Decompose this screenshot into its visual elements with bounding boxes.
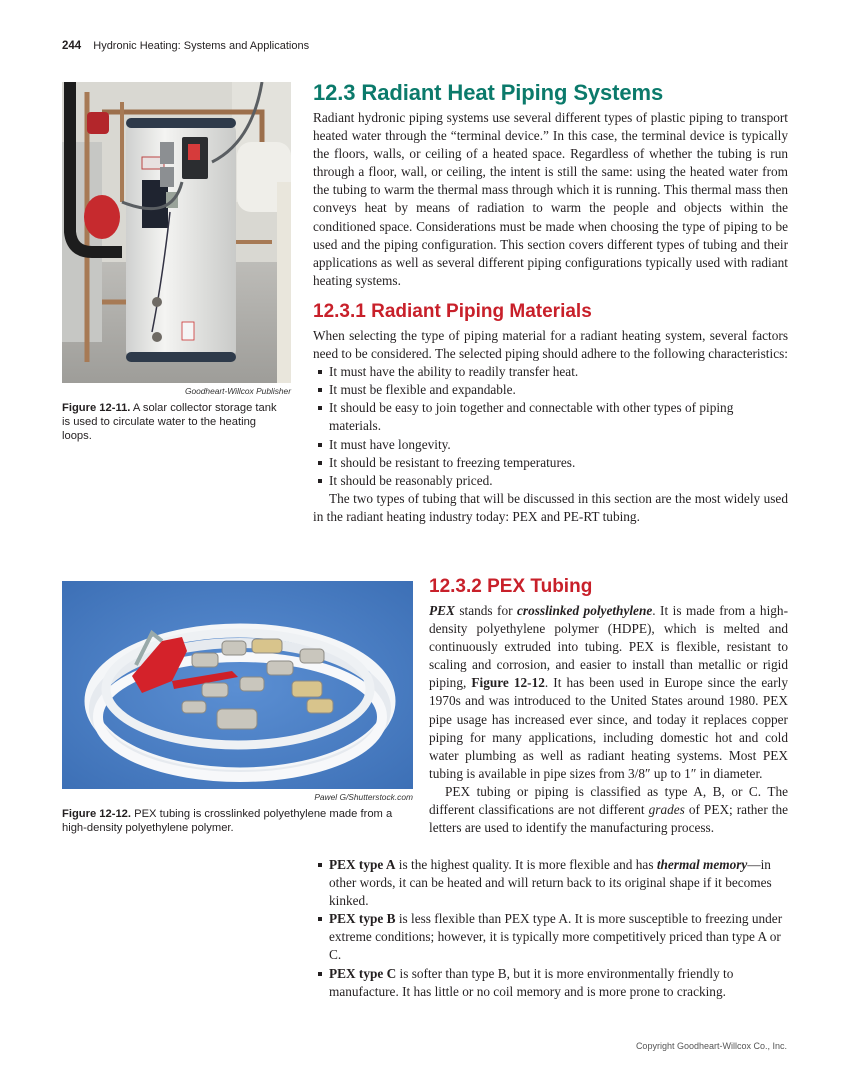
text-run: of PEX; rather the letters are used to identify the manufacturing process. <box>429 802 788 836</box>
section-heading-12-3-1: 12.3.1 Radiant Piping Materials <box>313 300 592 322</box>
figure-12-11-photo <box>62 82 291 383</box>
characteristics-list <box>313 363 788 490</box>
text-run: is the highest quality. It is more flexible and has <box>395 857 657 872</box>
main-column-top <box>313 79 788 526</box>
section-12-3-1-intro: When selecting the type of piping material for a radiant heating system, several factors need to be considered. The selected piping should adhere to the following characteristics: <box>313 327 788 362</box>
term-crosslinked-polyethylene: crosslinked polyethylene <box>517 603 653 618</box>
figure-12-12-caption-text: PEX tubing is crosslinked polyethylene made from a high-density polyethylene polymer. <box>62 808 393 834</box>
pex-tubing-illustration <box>62 581 413 789</box>
figure-12-12-label: Figure 12-12. <box>62 808 132 820</box>
figure-12-12-caption <box>62 807 417 835</box>
text-run: PEX tubing or piping is classified as type A, B, or C. The different classifications are not different <box>429 783 788 818</box>
list-item: It should be easy to join together and connectable with other types of piping materials. <box>329 399 788 435</box>
figure-12-12-photo <box>62 581 413 789</box>
term-thermal-memory: thermal memory <box>656 857 748 872</box>
figure-12-11-label: Figure 12-11. <box>62 402 131 414</box>
copyright-footer: Copyright Goodheart-Willcox Co., Inc. <box>635 1041 787 1051</box>
pex-types-list <box>313 856 788 1001</box>
figure-12-11-caption-text: A solar collector storage tank is used to circulate water to the heating loops. <box>62 402 277 442</box>
text-run: is less flexible than PEX type A. It is more susceptible to freezing under extreme conditions; however, it is typically more competitively priced than type A or C. <box>329 911 783 963</box>
section-12-3-2-column <box>429 575 788 837</box>
page-number: 244 <box>62 40 82 52</box>
running-head <box>62 40 309 52</box>
list-item: It should be resistant to freezing temperatures. <box>329 454 788 472</box>
text-run: . It is made from a high-density polyethylene polymer (HDPE), which is melted and continuously extruded into tubing. PEX is flexible, resistant to scaling and corrosion, and easier to install than metallic or rigid piping, <box>429 603 788 691</box>
pex-type-b-label: PEX type B <box>329 911 396 927</box>
pex-paragraph-2 <box>429 783 788 837</box>
pex-type-b-item <box>329 910 788 964</box>
list-item: It must have longevity. <box>329 436 788 454</box>
section-heading-12-3: 12.3 Radiant Heat Piping Systems <box>313 80 664 105</box>
figure-12-11-credit: Goodheart-Willcox Publisher <box>184 386 291 396</box>
figure-12-12-credit: Pawel G/Shutterstock.com <box>314 792 413 802</box>
pex-type-c-item <box>329 965 788 1001</box>
text-run: is softer than type B, but it is more environmentally friendly to manufacture. It has little or no coil memory and is more prone to cracking. <box>329 965 734 999</box>
figure-reference-12-12[interactable]: Figure 12-12 <box>471 675 545 691</box>
list-item: It must have the ability to readily transfer heat. <box>329 363 788 381</box>
list-item: It must be flexible and expandable. <box>329 381 788 399</box>
figure-12-11-caption <box>62 401 287 443</box>
section-12-3-1-closing: The two types of tubing that will be discussed in this section are the most widely used in the radiant heating industry today: PEX and PE-RT tubing. <box>313 490 788 524</box>
pex-type-a-label: PEX type A <box>329 857 396 872</box>
section-12-3-paragraph: Radiant hydronic piping systems use several different types of plastic piping to transport heated water through the “terminal device.” In this case, the terminal device is typically the floors, walls, or ceiling of a heated space. Regardless of whether the tubing is run through a floor, wall, or ceiling, the intent is still the same: using the heated water from the tubing to warm the thermal mass through which it is running. This thermal mass then conveys heat by means of radiation to warm the people and objects within the conditioned space. Considerations must be made when choosing the type of piping to be used and the piping configuration. This section covers different types of tubing and their applications as well as several different piping configurations typically used with radiant heating systems. <box>313 110 788 288</box>
emphasis-grades: grades <box>648 802 685 818</box>
term-pex: PEX <box>429 603 455 618</box>
list-item: It should be reasonably priced. <box>329 472 788 490</box>
pex-type-c-label: PEX type C <box>329 965 397 981</box>
section-heading-12-3-2: 12.3.2 PEX Tubing <box>429 576 593 597</box>
text-run: —in other words, it can be heated and will return back to its original shape if it becomes kinked. <box>329 857 772 909</box>
book-title: Hydronic Heating: Systems and Applications <box>93 40 310 52</box>
pex-types-column <box>313 856 788 1001</box>
pex-type-a-item <box>329 856 788 910</box>
text-run: stands for <box>454 603 518 618</box>
storage-tank-illustration <box>62 82 291 383</box>
text-run: . It has been used in Europe since the early 1970s and was introduced to the United States around 1980. PEX pipe usage has increased ever since, and today it replaces copper piping for many applications, including domestic hot and cold water plumbing as well as radiant heating systems. Most PEX tubing is available in pipe sizes from 3/8″ up to 1″ in diameter. <box>429 675 788 781</box>
pex-paragraph-1 <box>429 602 788 783</box>
